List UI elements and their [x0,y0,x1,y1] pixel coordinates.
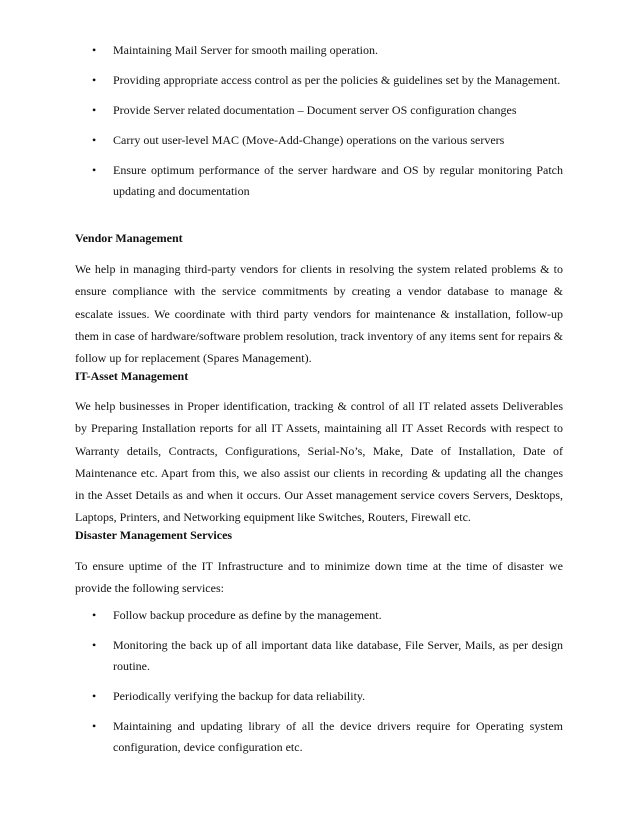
bullet-icon: • [92,73,97,87]
server-bullet-list [0,40,638,202]
bullet-icon: • [92,689,97,703]
bullet-icon: • [92,163,97,177]
disaster-management-intro: To ensure uptime of the IT Infrastructure and to minimize down time at the time of disaster we provide the following services: [75,559,563,596]
list-item [0,70,638,91]
vendor-management-paragraph: We help in managing third-party vendors for clients in resolving the system related problems & to ensure compliance with the service commitments by creating a vendor database to manage & escalate issues. We coordinate with third party vendors for maintenance & installation, follow-up them in case of hardware/software problem resolution, track inventory of any items sent for repairs & follow up for replacement (Spares Management). [75,262,563,366]
list-item [0,635,638,677]
list-item-text: Maintaining Mail Server for smooth mailing operation. [113,43,378,57]
list-item-text: Provide Server related documentation – Document server OS configuration changes [113,103,517,117]
asset-management-paragraph: We help businesses in Proper identification, tracking & control of all IT related assets Deliverables by Preparing Installation reports for all IT Assets, maintaining all IT Asset Records with respect to Warranty details, Contracts, Configurations, Serial-No’s, Make, Date of Installation, Date of Maintenance etc. Apart from this, we also assist our clients in recording & updating all the changes in the Asset Details as and when it occurs. Our Asset management service covers Servers, Desktops, Laptops, Printers, and Networking equipment like Switches, Routers, Firewall etc. [75,399,563,525]
list-item [0,716,638,758]
bullet-icon: • [92,43,97,57]
disaster-management-heading: Disaster Management Services [75,528,233,542]
list-item-text: Follow backup procedure as define by the management. [113,608,382,622]
disaster-bullet-list [0,605,638,758]
list-item [0,605,638,626]
list-item [0,130,638,151]
vendor-management-heading: Vendor Management [75,231,183,245]
asset-management-heading: IT-Asset Management [75,369,189,383]
list-item [0,100,638,121]
list-item-text: Providing appropriate access control as per the policies & guidelines set by the Management. [113,73,561,87]
list-item-text: Maintaining and updating library of all the device drivers require for Operating system configuration, device configuration etc. [113,719,563,754]
list-item-text: Carry out user-level MAC (Move-Add-Change) operations on the various servers [113,133,505,147]
bullet-icon: • [92,608,97,622]
list-item-text: Monitoring the back up of all important data like database, File Server, Mails, as per design routine. [113,638,563,673]
list-item [0,160,638,202]
list-item [0,686,638,707]
bullet-icon: • [92,719,97,733]
list-item-text: Periodically verifying the backup for data reliability. [113,689,366,703]
list-item-text: Ensure optimum performance of the server hardware and OS by regular monitoring Patch updating and documentation [113,163,563,198]
bullet-icon: • [92,133,97,147]
bullet-icon: • [92,103,97,117]
bullet-icon: • [92,638,97,652]
list-item [0,40,638,61]
